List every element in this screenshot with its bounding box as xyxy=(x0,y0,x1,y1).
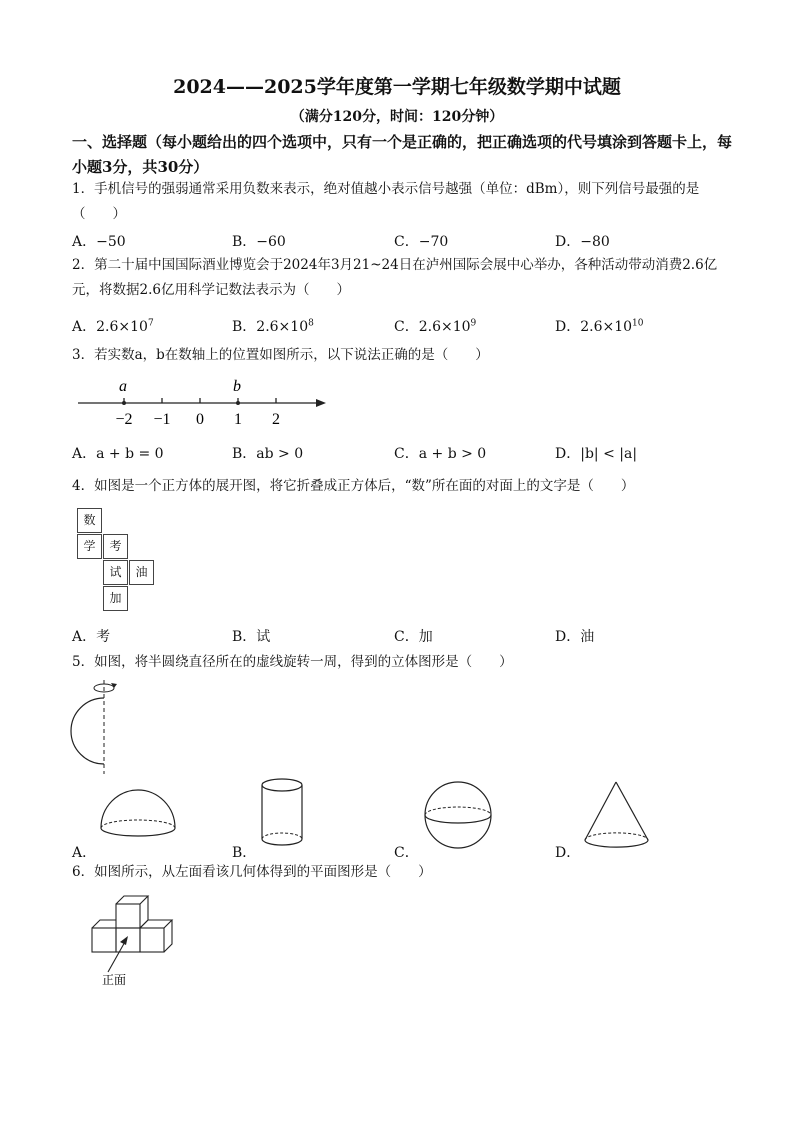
q3-option-d: D．|b| < |a| xyxy=(555,446,638,462)
arrow-right-icon xyxy=(316,399,326,407)
front-arrow-line xyxy=(108,940,126,972)
question-5-text: 5．如图，将半圆绕直径所在的虚线旋转一周，得到的立体图形是（ ） xyxy=(72,654,513,670)
q4-option-d: D．油 xyxy=(555,629,595,645)
point-b-label: b xyxy=(233,378,241,395)
question-3-text: 3．若实数a，b在数轴上的位置如图所示，以下说法正确的是（ ） xyxy=(72,347,489,363)
page-title: 2024——2025学年度第一学期七年级数学期中试题 xyxy=(173,76,621,98)
question-1-text: 1．手机信号的强弱通常采用负数来表示，绝对值越小表示信号越强（单位：dBm），则下列信号最强的是（ ） xyxy=(72,181,700,222)
q2-option-d: D．$2.6\times 10^{10}$ xyxy=(555,318,644,335)
tick-label: 1 xyxy=(234,411,242,428)
q1-option-a: A．−50 xyxy=(72,234,126,250)
cylinder-figure xyxy=(258,777,308,852)
q1-option-d: D．−80 xyxy=(555,234,610,250)
sphere-figure xyxy=(423,779,493,851)
q2-option-c: C．$2.6\times 10^9$ xyxy=(394,318,477,335)
q3-option-b: B．ab > 0 xyxy=(232,446,304,462)
q1-option-c: C．−70 xyxy=(394,234,449,250)
q3-option-a: A．a + b = 0 xyxy=(72,446,164,462)
point-a-dot xyxy=(122,401,126,405)
arrow-up-icon xyxy=(120,936,128,945)
point-b-dot xyxy=(236,401,240,405)
q4-option-a: A．考 xyxy=(72,629,111,645)
cone-figure xyxy=(582,780,652,850)
semicircle-rotation-figure xyxy=(68,678,128,778)
q2-option-b: B．$2.6\times 10^8$ xyxy=(232,318,314,335)
cube-stack-figure xyxy=(86,892,196,987)
tick-label: −2 xyxy=(115,411,133,428)
net-face: 加 xyxy=(103,586,128,611)
point-a-label: a xyxy=(119,378,127,395)
cube-net-figure xyxy=(77,508,157,613)
q2-option-a: A．$2.6\times 10^7$ xyxy=(72,318,154,335)
net-face: 学 xyxy=(77,534,102,559)
q1-option-b: B．−60 xyxy=(232,234,286,250)
q3-option-c: C．a + b > 0 xyxy=(394,446,487,462)
q5-option-d: D． xyxy=(555,845,581,861)
net-face: 试 xyxy=(103,560,128,585)
hemisphere-figure xyxy=(98,782,178,842)
net-face: 数 xyxy=(77,508,102,533)
q4-option-b: B．试 xyxy=(232,629,271,645)
number-line-figure xyxy=(78,372,328,432)
q5-option-b: B． xyxy=(232,845,257,861)
tick-label: −1 xyxy=(153,411,171,428)
page-subtitle: （满分120分，时间：120分钟） xyxy=(290,109,504,125)
net-face: 油 xyxy=(129,560,154,585)
question-4-text: 4．如图是一个正方体的展开图，将它折叠成正方体后，“数”所在面的对面上的文字是（ ） xyxy=(72,478,635,494)
q5-option-a: A． xyxy=(72,845,97,861)
front-view-label: 正面 xyxy=(102,973,127,987)
q5-option-c: C． xyxy=(394,845,419,861)
q4-option-c: C．加 xyxy=(394,629,433,645)
section-heading: 一、选择题（每小题给出的四个选项中，只有一个是正确的，把正确选项的代号填涂到答题卡上，每小题3分，共30分） xyxy=(72,133,733,176)
tick-label: 0 xyxy=(196,411,204,428)
tick-label: 2 xyxy=(272,411,280,428)
question-6-text: 6．如图所示，从左面看该几何体得到的平面图形是（ ） xyxy=(72,864,432,880)
net-face: 考 xyxy=(103,534,128,559)
question-2-text: 2．第二十届中国国际酒业博览会于2024年3月21~24日在泸州国际会展中心举办，各种活动带动消费2.6亿元，将数据2.6亿用科学记数法表示为（ ） xyxy=(72,257,718,298)
